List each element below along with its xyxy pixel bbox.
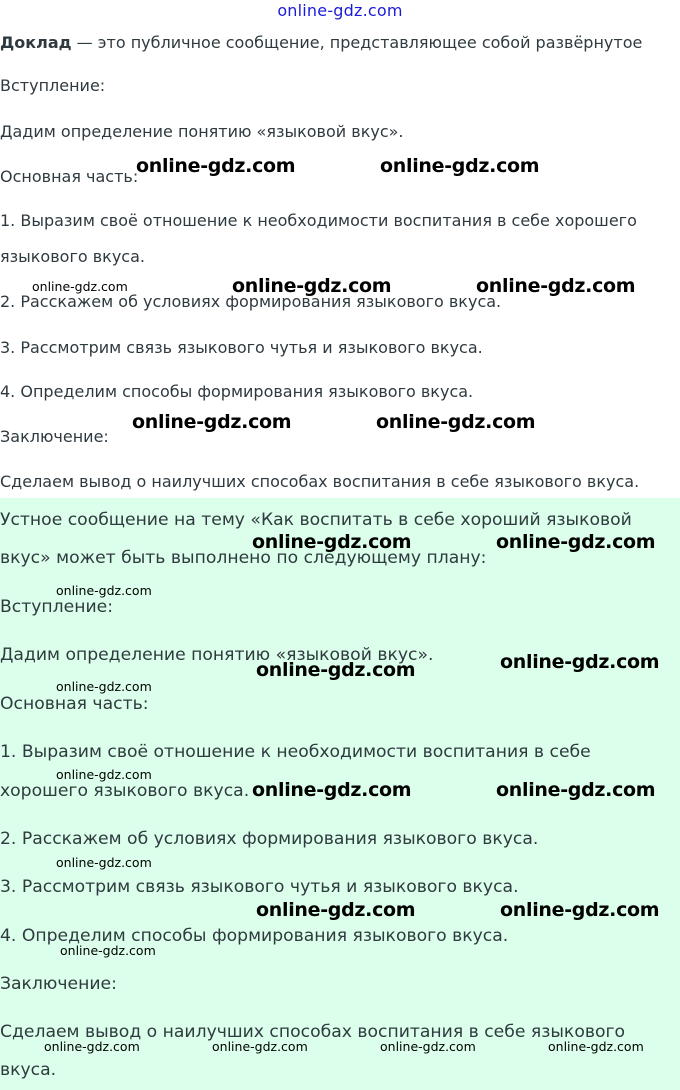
watermark-small: online-gdz.com: [56, 679, 152, 694]
watermark: online-gdz.com: [380, 155, 540, 177]
s2-item-2: 2. Расскажем об условиях формирования языкового вкуса.: [0, 829, 539, 849]
watermark: online-gdz.com: [132, 411, 292, 433]
s2-heading-intro: Вступление:: [0, 597, 113, 617]
s2-conclusion-cont: вкуса.: [0, 1060, 57, 1080]
s1-intro-text: Дадим определение понятию «языковой вкус».: [0, 122, 404, 141]
watermark: online-gdz.com: [232, 275, 392, 297]
s2-item-4: 4. Определим способы формирования языкового вкуса.: [0, 926, 509, 946]
watermark-small: online-gdz.com: [548, 1039, 644, 1054]
s2-item-3: 3. Рассмотрим связь языкового чутья и языкового вкуса.: [0, 877, 519, 897]
s2-heading-main: Основная часть:: [0, 694, 149, 714]
s2-heading-conclusion: Заключение:: [0, 974, 117, 994]
watermark: online-gdz.com: [136, 155, 296, 177]
watermark-small: online-gdz.com: [44, 1039, 140, 1054]
watermark: online-gdz.com: [496, 779, 656, 801]
watermark: online-gdz.com: [256, 899, 416, 921]
s2-item-1-cont: хорошего языкового вкуса.: [0, 781, 250, 801]
watermark-small: online-gdz.com: [56, 855, 152, 870]
s1-item-3: 3. Рассмотрим связь языкового чутья и языкового вкуса.: [0, 338, 483, 357]
watermark: online-gdz.com: [500, 899, 660, 921]
intro-line: [0, 33, 642, 53]
watermark-small: online-gdz.com: [380, 1039, 476, 1054]
s2-conclusion-text: Сделаем вывод о наилучших способах воспитания в себе языкового: [0, 1022, 626, 1042]
s1-heading-conclusion: Заключение:: [0, 427, 109, 446]
watermark: online-gdz.com: [252, 531, 412, 553]
watermark-small: online-gdz.com: [56, 767, 152, 782]
s1-item-2: 2. Расскажем об условиях формирования языкового вкуса.: [0, 292, 502, 311]
s1-conclusion-text: Сделаем вывод о наилучших способах воспитания в себе языкового вкуса.: [0, 472, 640, 491]
watermark-small: online-gdz.com: [32, 279, 128, 294]
site-header-link[interactable]: online-gdz.com: [277, 1, 403, 20]
watermark: online-gdz.com: [476, 275, 636, 297]
intro-bold-term: Доклад: [0, 33, 72, 52]
watermark: online-gdz.com: [256, 659, 416, 681]
watermark-small: online-gdz.com: [212, 1039, 308, 1054]
watermark-small: online-gdz.com: [56, 583, 152, 598]
watermark: online-gdz.com: [496, 531, 656, 553]
watermark: online-gdz.com: [376, 411, 536, 433]
watermark-small: online-gdz.com: [60, 943, 156, 958]
s2-item-1: 1. Выразим своё отношение к необходимости воспитания в себе: [0, 742, 591, 762]
s1-item-4: 4. Определим способы формирования языкового вкуса.: [0, 382, 474, 401]
watermark: online-gdz.com: [500, 651, 660, 673]
intro-rest: — это публичное сообщение, представляющее собой развёрнутое: [71, 33, 643, 52]
s2-intro-text: Дадим определение понятию «языковой вкус».: [0, 645, 434, 665]
s1-item-1-cont: языкового вкуса.: [0, 247, 145, 266]
s1-heading-intro: Вступление:: [0, 76, 106, 95]
s1-item-1: 1. Выразим своё отношение к необходимости воспитания в себе хорошего: [0, 211, 637, 230]
watermark: online-gdz.com: [252, 779, 412, 801]
s1-heading-main: Основная часть:: [0, 167, 139, 186]
s2-title-line-2: вкус» может быть выполнено по следующему плану:: [0, 548, 487, 568]
s2-title-line-1: Устное сообщение на тему «Как воспитать в себе хороший языковой: [0, 510, 632, 530]
